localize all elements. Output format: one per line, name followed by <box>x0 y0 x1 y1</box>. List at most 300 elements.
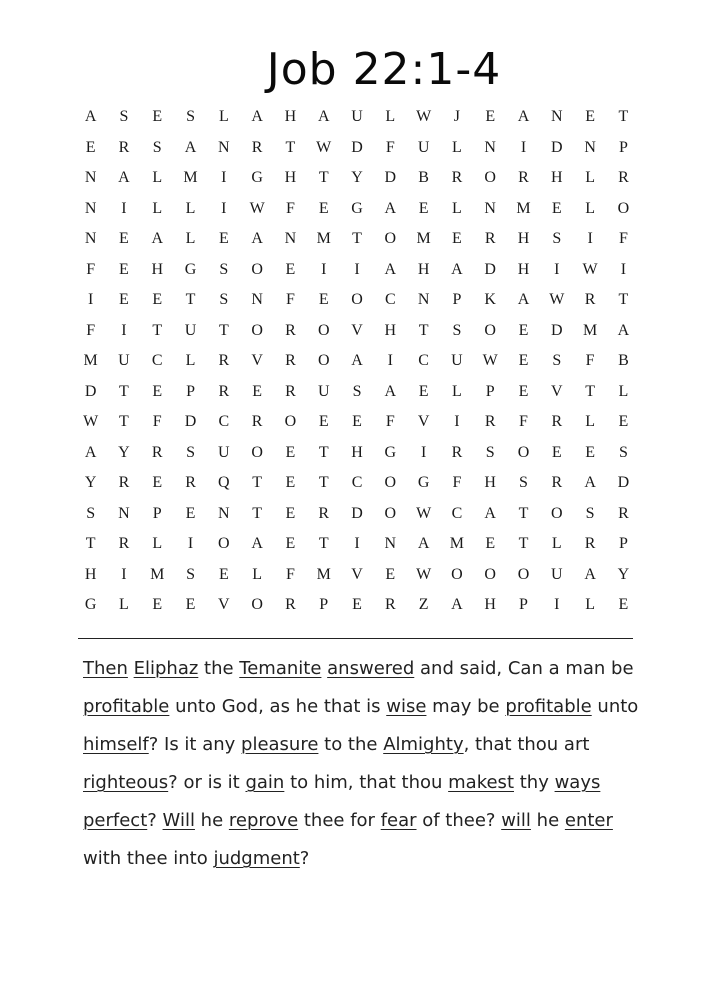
grid-letter: A <box>617 321 630 339</box>
grid-letter: H <box>284 169 297 186</box>
grid-letter: N <box>84 169 97 186</box>
grid-letter: R <box>451 169 463 186</box>
grid-letter: N <box>84 199 97 217</box>
grid-letter: S <box>219 291 229 308</box>
grid-letter: I <box>121 199 127 217</box>
grid-letter: T <box>252 504 263 522</box>
grid-letter: R <box>518 169 529 186</box>
grid-letter: R <box>118 138 130 156</box>
grid-letter: F <box>285 199 295 217</box>
grid-letter: Y <box>617 565 630 583</box>
grid-letter: M <box>316 230 331 247</box>
grid-letter: R <box>584 535 596 552</box>
grid-letter: R <box>285 352 296 369</box>
grid-letter: R <box>318 504 330 522</box>
grid-letter: O <box>284 413 297 430</box>
grid-letter: D <box>184 413 197 430</box>
grid-letter: R <box>218 382 230 400</box>
grid-letter: L <box>252 565 263 583</box>
grid-letter: D <box>351 138 363 156</box>
grid-row <box>74 316 640 347</box>
grid-letter: Y <box>351 169 363 186</box>
grid-letter: O <box>251 321 263 339</box>
keyword: righteous <box>83 772 169 793</box>
grid-letter: A <box>251 108 263 125</box>
grid-letter: P <box>485 382 495 400</box>
keyword: pleasure <box>241 734 319 755</box>
grid-letter: R <box>618 169 629 186</box>
grid-letter: E <box>318 413 329 430</box>
grid-letter: L <box>585 199 595 217</box>
keyword: will <box>501 810 531 831</box>
grid-letter: N <box>484 199 496 217</box>
grid-letter: P <box>618 138 628 156</box>
grid-letter: T <box>85 535 96 552</box>
keyword: gain <box>245 772 285 793</box>
grid-letter: E <box>152 382 163 400</box>
grid-letter: T <box>119 382 129 400</box>
keyword: profitable <box>83 696 170 717</box>
grid-letter: U <box>218 443 230 461</box>
grid-letter: R <box>451 443 463 461</box>
grid-letter: L <box>119 596 129 613</box>
grid-letter: E <box>285 535 296 552</box>
grid-letter: R <box>218 352 230 369</box>
grid-letter: E <box>252 382 263 400</box>
grid-letter: I <box>420 443 427 461</box>
grid-row <box>74 499 640 530</box>
grid-letter: E <box>152 108 163 125</box>
grid-letter: O <box>351 291 363 308</box>
grid-letter: R <box>118 474 130 491</box>
grid-row <box>74 346 640 377</box>
grid-letter: A <box>84 443 97 461</box>
grid-letter: I <box>321 260 327 278</box>
grid-letter: E <box>119 260 129 278</box>
verse-text: he <box>194 810 229 831</box>
grid-letter: D <box>551 321 563 339</box>
keyword: Will <box>162 810 195 831</box>
grid-letter: U <box>184 321 197 339</box>
grid-letter: Y <box>84 474 97 491</box>
grid-letter: C <box>218 413 230 430</box>
grid-letter: D <box>484 260 496 278</box>
grid-row <box>74 133 640 164</box>
grid-letter: P <box>452 291 462 308</box>
grid-letter: L <box>585 413 595 430</box>
grid-letter: R <box>118 535 130 552</box>
divider <box>78 638 633 639</box>
grid-letter: N <box>251 291 263 308</box>
keyword: Temanite <box>239 658 322 679</box>
grid-letter: S <box>352 382 362 400</box>
grid-letter: A <box>384 260 397 278</box>
grid-letter: H <box>84 565 97 583</box>
grid-letter: E <box>352 413 362 430</box>
keyword: makest <box>448 772 514 793</box>
grid-letter: T <box>618 291 629 308</box>
grid-letter: O <box>517 443 530 461</box>
grid-letter: E <box>485 535 496 552</box>
grid-letter: A <box>251 230 263 247</box>
verse-text: and said, Can a man be <box>414 658 634 679</box>
grid-letter: O <box>251 260 263 278</box>
grid-letter: E <box>152 291 163 308</box>
grid-letter: U <box>417 138 430 156</box>
grid-letter: I <box>587 230 593 247</box>
grid-letter: G <box>84 596 97 613</box>
grid-letter: T <box>418 321 429 339</box>
grid-letter: O <box>517 565 530 583</box>
grid-letter: L <box>152 535 163 552</box>
grid-letter: R <box>251 138 263 156</box>
grid-letter: E <box>318 291 329 308</box>
grid-letter: H <box>284 108 297 125</box>
grid-row <box>74 255 640 286</box>
grid-letter: O <box>317 352 330 369</box>
grid-row <box>74 468 640 499</box>
grid-letter: M <box>416 230 431 247</box>
grid-letter: T <box>318 443 329 461</box>
verse-text: , that thou art <box>463 734 590 755</box>
grid-letter: O <box>551 504 563 522</box>
grid-letter: E <box>551 443 562 461</box>
grid-letter: L <box>585 596 595 613</box>
grid-letter: O <box>484 321 496 339</box>
grid-letter: A <box>451 260 463 278</box>
grid-letter: O <box>251 596 263 613</box>
verse-text: of thee? <box>416 810 502 831</box>
grid-letter: I <box>221 169 227 186</box>
grid-letter: F <box>519 413 528 430</box>
grid-letter: E <box>618 596 629 613</box>
grid-letter: T <box>518 535 529 552</box>
grid-letter: U <box>317 382 330 400</box>
grid-letter: G <box>251 169 263 186</box>
grid-letter: L <box>551 535 562 552</box>
grid-letter: Y <box>118 443 130 461</box>
grid-letter: R <box>285 321 296 339</box>
keyword: profitable <box>505 696 592 717</box>
keyword: Eliphaz <box>133 658 199 679</box>
grid-letter: R <box>285 382 296 400</box>
grid-letter: R <box>384 596 396 613</box>
grid-letter: M <box>83 352 98 369</box>
grid-letter: L <box>185 230 196 247</box>
grid-letter: I <box>454 413 460 430</box>
grid-letter: C <box>384 291 396 308</box>
grid-letter: W <box>83 413 99 430</box>
grid-letter: T <box>318 474 329 491</box>
grid-letter: R <box>484 230 496 247</box>
grid-letter: V <box>351 565 363 583</box>
grid-letter: W <box>416 565 432 583</box>
grid-row <box>74 377 640 408</box>
grid-letter: U <box>351 108 363 125</box>
grid-letter: M <box>316 565 331 583</box>
grid-letter: I <box>221 199 227 217</box>
grid-letter: F <box>585 352 595 369</box>
grid-letter: D <box>84 382 97 400</box>
grid-letter: V <box>351 321 363 339</box>
word-search-grid <box>74 102 640 621</box>
grid-letter: E <box>152 596 163 613</box>
grid-letter: H <box>517 230 530 247</box>
grid-letter: L <box>185 199 196 217</box>
grid-letter: E <box>551 199 562 217</box>
grid-letter: E <box>585 443 595 461</box>
grid-letter: P <box>186 382 195 400</box>
grid-row <box>74 438 640 469</box>
grid-letter: I <box>87 291 94 308</box>
grid-letter: U <box>551 565 563 583</box>
grid-letter: O <box>218 535 230 552</box>
grid-letter: L <box>618 382 629 400</box>
grid-letter: E <box>518 321 529 339</box>
grid-row <box>74 194 640 225</box>
grid-letter: O <box>317 321 330 339</box>
grid-letter: B <box>418 169 429 186</box>
grid-letter: P <box>519 596 528 613</box>
grid-letter: S <box>452 321 462 339</box>
grid-letter: L <box>152 199 163 217</box>
grid-letter: E <box>185 504 196 522</box>
grid-letter: H <box>484 474 496 491</box>
grid-letter: G <box>384 443 397 461</box>
grid-letter: S <box>552 352 562 369</box>
grid-letter: N <box>484 138 496 156</box>
grid-letter: L <box>218 108 229 125</box>
verse-text: ? <box>147 810 163 831</box>
grid-row <box>74 529 640 560</box>
grid-letter: A <box>451 596 463 613</box>
grid-letter: A <box>317 108 330 125</box>
grid-letter: E <box>285 260 296 278</box>
verse-text: ? or is it <box>168 772 246 793</box>
scripture-passage <box>83 650 643 878</box>
grid-letter: C <box>418 352 429 369</box>
grid-letter: E <box>618 413 629 430</box>
grid-letter: A <box>417 535 430 552</box>
grid-letter: F <box>452 474 462 491</box>
grid-letter: T <box>285 138 296 156</box>
grid-letter: E <box>385 565 396 583</box>
grid-letter: E <box>218 565 229 583</box>
grid-letter: E <box>152 474 163 491</box>
grid-letter: H <box>351 443 363 461</box>
grid-letter: V <box>251 352 263 369</box>
grid-letter: M <box>449 535 465 552</box>
grid-letter: S <box>519 474 528 491</box>
grid-letter: E <box>119 291 129 308</box>
grid-letter: N <box>84 230 97 247</box>
grid-letter: S <box>152 138 162 156</box>
grid-letter: O <box>384 474 397 491</box>
verse-text: may be <box>426 696 506 717</box>
grid-letter: T <box>618 108 629 125</box>
grid-letter: S <box>186 108 195 125</box>
grid-letter: P <box>319 596 329 613</box>
grid-row <box>74 224 640 255</box>
keyword: perfect <box>83 810 148 831</box>
grid-letter: A <box>384 199 397 217</box>
grid-letter: F <box>618 230 628 247</box>
grid-letter: R <box>151 443 163 461</box>
grid-letter: H <box>417 260 430 278</box>
grid-letter: J <box>453 108 461 125</box>
verse-text: unto God, as he that is <box>169 696 387 717</box>
verse-text: with thee into <box>83 848 214 869</box>
grid-letter: W <box>482 352 498 369</box>
grid-letter: U <box>118 352 130 369</box>
grid-letter: L <box>585 169 595 186</box>
grid-letter: H <box>484 596 496 613</box>
verse-text: unto <box>591 696 639 717</box>
grid-letter: G <box>351 199 363 217</box>
grid-letter: L <box>185 352 196 369</box>
grid-letter: L <box>385 108 396 125</box>
grid-letter: U <box>451 352 463 369</box>
grid-letter: L <box>452 199 462 217</box>
verse-text: thee for <box>298 810 381 831</box>
grid-letter: D <box>617 474 630 491</box>
grid-letter: I <box>387 352 393 369</box>
grid-letter: O <box>484 565 496 583</box>
verse-text: ? <box>299 848 310 869</box>
grid-letter: F <box>86 321 96 339</box>
grid-letter: D <box>551 138 563 156</box>
grid-letter: S <box>618 443 628 461</box>
grid-letter: E <box>518 352 529 369</box>
grid-letter: I <box>620 260 627 278</box>
grid-letter: Z <box>418 596 429 613</box>
grid-letter: G <box>184 260 197 278</box>
grid-letter: I <box>554 596 560 613</box>
grid-row <box>74 560 640 591</box>
grid-letter: F <box>285 565 295 583</box>
grid-letter: L <box>452 138 462 156</box>
keyword: fear <box>380 810 417 831</box>
grid-letter: F <box>385 138 395 156</box>
grid-letter: Q <box>218 474 230 491</box>
grid-letter: E <box>352 596 362 613</box>
grid-letter: S <box>552 230 562 247</box>
grid-letter: E <box>485 108 496 125</box>
grid-letter: N <box>384 535 397 552</box>
grid-letter: C <box>451 504 463 522</box>
grid-letter: A <box>584 474 596 491</box>
grid-letter: C <box>151 352 163 369</box>
verse-text: to him, that thou <box>284 772 449 793</box>
grid-letter: H <box>551 169 563 186</box>
grid-letter: E <box>85 138 96 156</box>
grid-letter: A <box>118 169 130 186</box>
grid-letter: O <box>384 230 397 247</box>
keyword: enter <box>564 810 613 831</box>
keyword: himself <box>83 734 149 755</box>
grid-letter: W <box>416 108 432 125</box>
keyword: answered <box>327 658 415 679</box>
grid-letter: T <box>152 321 163 339</box>
grid-letter: M <box>516 199 531 217</box>
grid-letter: P <box>618 535 628 552</box>
grid-letter: T <box>318 169 329 186</box>
grid-row <box>74 407 640 438</box>
keyword: judgment <box>213 848 300 869</box>
keyword: wise <box>386 696 427 717</box>
grid-letter: F <box>285 291 295 308</box>
grid-letter: F <box>86 260 96 278</box>
grid-letter: T <box>352 230 362 247</box>
verse-text: to the <box>318 734 384 755</box>
grid-letter: V <box>551 382 563 400</box>
grid-letter: L <box>452 382 462 400</box>
grid-row <box>74 163 640 194</box>
verse-text: ? Is it any <box>148 734 242 755</box>
grid-letter: E <box>518 382 529 400</box>
grid-letter: E <box>218 230 229 247</box>
grid-letter: T <box>252 474 263 491</box>
grid-letter: H <box>384 321 397 339</box>
keyword: ways <box>554 772 601 793</box>
page-title: Job 22:1-4 <box>266 44 502 95</box>
grid-letter: I <box>121 565 127 583</box>
grid-letter: I <box>354 260 360 278</box>
keyword: reprove <box>228 810 299 831</box>
grid-letter: S <box>86 504 96 522</box>
grid-letter: S <box>186 565 195 583</box>
grid-letter: N <box>218 504 230 522</box>
grid-letter: E <box>452 230 462 247</box>
grid-letter: T <box>518 504 529 522</box>
grid-letter: E <box>285 443 296 461</box>
grid-letter: N <box>417 291 430 308</box>
grid-letter: F <box>385 413 395 430</box>
grid-letter: O <box>251 443 263 461</box>
grid-letter: S <box>219 260 229 278</box>
grid-letter: R <box>584 291 596 308</box>
grid-letter: E <box>119 230 129 247</box>
grid-letter: T <box>119 413 129 430</box>
grid-row <box>74 590 640 621</box>
grid-letter: A <box>251 535 263 552</box>
grid-letter: R <box>551 413 563 430</box>
grid-letter: D <box>384 169 397 186</box>
grid-letter: S <box>585 504 595 522</box>
grid-letter: S <box>119 108 129 125</box>
grid-letter: W <box>416 504 432 522</box>
grid-letter: E <box>318 199 329 217</box>
grid-letter: E <box>185 596 196 613</box>
grid-letter: G <box>417 474 430 491</box>
grid-letter: W <box>316 138 332 156</box>
grid-letter: I <box>354 535 360 552</box>
grid-letter: R <box>185 474 196 491</box>
grid-letter: N <box>551 108 563 125</box>
grid-letter: P <box>152 504 162 522</box>
grid-letter: A <box>84 108 97 125</box>
grid-letter: M <box>183 169 198 186</box>
grid-letter: E <box>585 108 595 125</box>
grid-letter: N <box>118 504 130 522</box>
grid-letter: C <box>351 474 363 491</box>
grid-letter: O <box>617 199 630 217</box>
grid-letter: V <box>218 596 230 613</box>
grid-letter: V <box>417 413 430 430</box>
grid-letter: K <box>484 291 496 308</box>
grid-letter: O <box>384 504 397 522</box>
grid-letter: N <box>218 138 230 156</box>
